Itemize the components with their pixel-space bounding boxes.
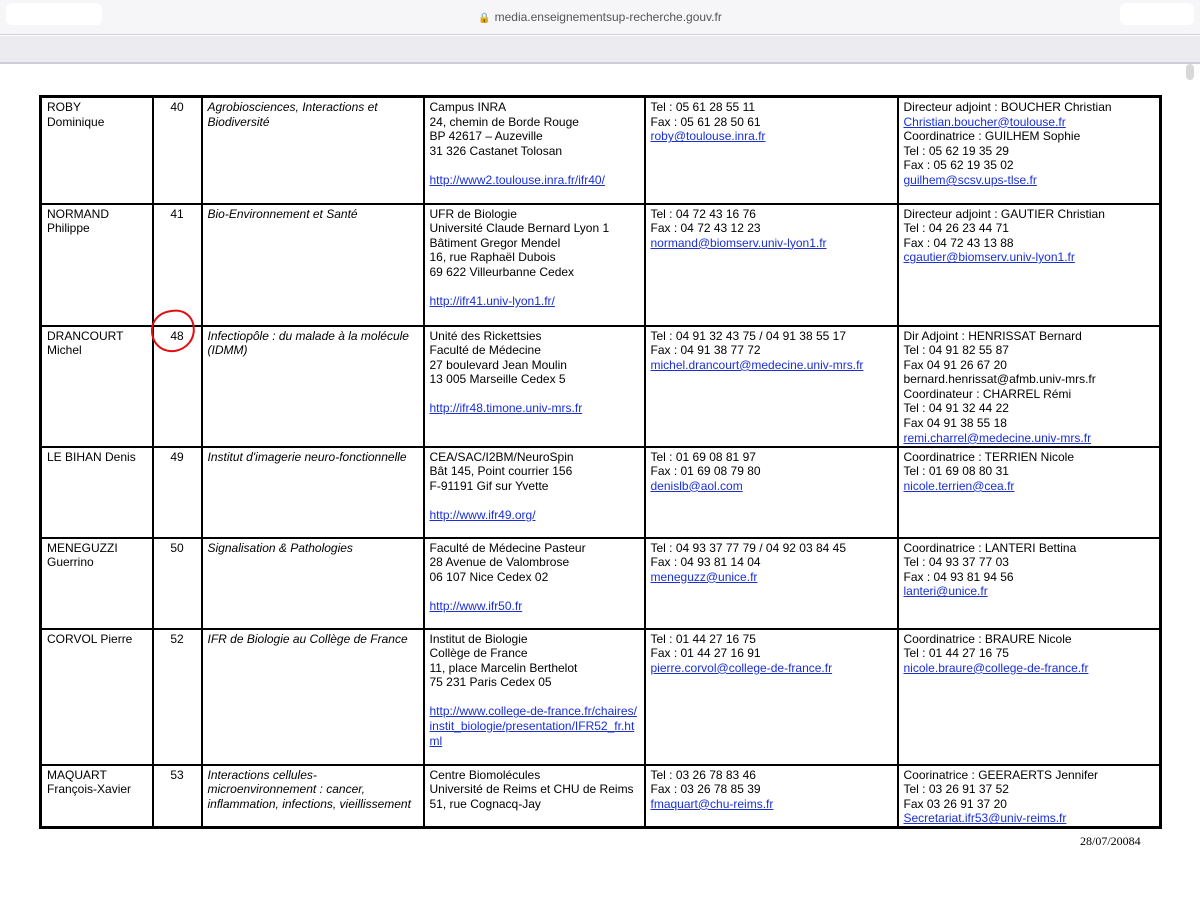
ifr-number: 49 (170, 449, 184, 464)
coordinator-line: Fax : 04 93 81 94 56 (903, 569, 1014, 584)
director-name-cell (41, 326, 153, 447)
email-link[interactable]: pierre.corvol@college-de-france.fr (650, 660, 833, 675)
deputy-line: Fax : 04 72 43 13 88 (903, 235, 1014, 250)
address-line: Faculté de Médecine Pasteur (429, 540, 586, 555)
ifr-number-cell (153, 629, 202, 765)
table-row (41, 538, 1161, 629)
contact-line: Fax : 04 93 81 14 04 (650, 555, 761, 570)
ifr-number: 48 (170, 328, 184, 343)
table-row (41, 326, 1161, 447)
email-link[interactable]: meneguzz@unice.fr (650, 569, 758, 584)
email-link[interactable]: fmaquart@chu-reims.fr (650, 796, 774, 811)
address-line: 13 005 Marseille Cedex 5 (429, 372, 566, 387)
table-row (41, 204, 1161, 326)
contact-cell (645, 326, 898, 447)
address-line: 28 Avenue de Valombrose (429, 555, 570, 570)
website-link[interactable]: http://ifr41.univ-lyon1.fr/ (429, 294, 555, 309)
deputy-coordinator-cell (898, 97, 1161, 204)
address-line: UFR de Biologie (429, 206, 517, 221)
email-link[interactable]: normand@biomserv.univ-lyon1.fr (650, 235, 827, 250)
coordinator-line: Coordinatrice : LANTERI Bettina (903, 540, 1077, 555)
ifr-number-cell (153, 447, 202, 538)
contact-line: Fax : 04 91 38 77 72 (650, 343, 761, 358)
coordinator-email-link[interactable]: remi.charrel@medecine.univ-mrs.fr (903, 430, 1092, 445)
address-line: CEA/SAC/I2BM/NeuroSpin (429, 449, 574, 464)
coordinator-email-link[interactable]: nicole.braure@college-de-france.fr (903, 660, 1089, 675)
spacer (430, 158, 639, 173)
spacer (430, 584, 639, 599)
ifr-title-cell (202, 326, 424, 447)
deputy-line: Directeur adjoint : BOUCHER Christian (903, 100, 1112, 114)
director-name: ROBY (47, 100, 82, 114)
coordinator-line: Coordinatrice : BRAURE Nicole (903, 631, 1072, 646)
contact-cell (645, 538, 898, 629)
contact-cell (645, 447, 898, 538)
contact-line: Fax : 01 69 08 79 80 (650, 464, 761, 479)
table-row (41, 97, 1161, 204)
ifr-title: Institut d'imagerie neuro-fonctionnelle (207, 449, 407, 464)
deputy-line: Fax 04 91 26 67 20 (903, 357, 1007, 372)
document-viewer-header (0, 36, 1200, 64)
ifr-number: 53 (170, 767, 184, 782)
director-name-cell (41, 447, 153, 538)
address-line: 24, chemin de Borde Rouge (429, 114, 579, 129)
ifr-title: Signalisation & Pathologies (207, 540, 353, 555)
scrollbar-thumb[interactable] (1186, 64, 1194, 80)
ifr-number-cell (153, 204, 202, 326)
contact-cell (645, 629, 898, 765)
address-line: 06 107 Nice Cedex 02 (429, 569, 549, 584)
deputy-line: Tel : 04 26 23 44 71 (903, 221, 1009, 236)
address-line: Collège de France (429, 646, 528, 661)
spacer (430, 279, 639, 294)
ifr-number: 50 (170, 540, 184, 555)
lock-icon: 🔒 (478, 13, 491, 24)
director-name: DRANCOURT (47, 328, 124, 343)
coordinator-line: Fax 03 26 91 37 20 (903, 796, 1007, 811)
contact-line: Fax : 05 61 28 50 61 (650, 114, 761, 129)
ifr-number: 40 (170, 100, 184, 114)
address-cell (424, 204, 645, 326)
coordinator-line: Coordinateur : CHARREL Rémi (903, 386, 1072, 401)
deputy-email-link[interactable]: cgautier@biomserv.univ-lyon1.fr (903, 250, 1075, 265)
email-link[interactable]: denislb@aol.com (650, 478, 743, 493)
director-name: Dominique (47, 114, 105, 129)
contact-line: Tel : 01 44 27 16 75 (650, 631, 756, 646)
deputy-coordinator-cell (898, 204, 1161, 326)
website-link[interactable]: http://www2.toulouse.inra.fr/ifr40/ (429, 172, 605, 187)
address-line: 16, rue Raphaël Dubois (429, 250, 556, 265)
coordinator-line: Tel : 01 44 27 16 75 (903, 646, 1009, 661)
ifr-title-cell (202, 629, 424, 765)
email-link[interactable]: michel.drancourt@medecine.univ-mrs.fr (650, 357, 864, 372)
address-line: 75 231 Paris Cedex 05 (429, 675, 552, 690)
address-line: F-91191 Gif sur Yvette (429, 478, 549, 493)
director-name-cell (41, 97, 153, 204)
deputy-coordinator-cell (898, 538, 1161, 629)
director-name: François-Xavier (47, 782, 132, 797)
contact-line: Tel : 03 26 78 83 46 (650, 767, 756, 782)
website-link[interactable]: http://www.college-de-france.fr/chaires/instit_biologie/presentation/IFR52_fr.html (429, 704, 637, 748)
contact-line: Tel : 04 91 32 43 75 / 04 91 38 55 17 (650, 328, 846, 343)
address-cell (424, 97, 645, 204)
ifr-title-cell (202, 204, 424, 326)
address-line: 51, rue Cognacq-Jay (429, 796, 541, 811)
browser-toolbar (0, 0, 1200, 35)
coordinator-line: Tel : 04 93 37 77 03 (903, 555, 1009, 570)
website-link[interactable]: http://ifr48.timone.univ-mrs.fr (429, 401, 583, 416)
ifr-title: IFR de Biologie au Collège de France (207, 631, 408, 646)
director-name: LE BIHAN Denis (47, 449, 136, 464)
address-line: Institut de Biologie (429, 631, 528, 646)
table-row (41, 629, 1161, 765)
spacer (430, 690, 639, 705)
coordinator-line: Coordinatrice : TERRIEN Nicole (903, 449, 1075, 464)
coordinator-line: Fax 04 91 38 55 18 (903, 416, 1007, 431)
deputy-coordinator-cell (898, 326, 1161, 447)
coordinator-line: Fax : 05 62 19 35 02 (903, 158, 1014, 173)
director-name-cell (41, 538, 153, 629)
ifr-title-cell (202, 538, 424, 629)
ifr-number-cell (153, 97, 202, 204)
director-name-cell (41, 765, 153, 828)
coordinator-email-link[interactable]: guilhem@scsv.ups-tlse.fr (903, 172, 1037, 187)
deputy-email-link[interactable]: Christian.boucher@toulouse.fr (903, 114, 1066, 129)
address-line: Bâtiment Gregor Mendel (429, 235, 561, 250)
contact-cell (645, 204, 898, 326)
ifr-title-cell (202, 765, 424, 828)
director-name: MENEGUZZI (47, 540, 118, 555)
address-line: Université Claude Bernard Lyon 1 (429, 221, 610, 236)
ifr-number: 52 (170, 631, 184, 646)
address-line: 69 622 Villeurbanne Cedex (429, 264, 575, 279)
contact-line: Fax : 04 72 43 12 23 (650, 221, 761, 236)
coordinator-email-link[interactable]: lanteri@unice.fr (903, 584, 988, 599)
address-cell (424, 447, 645, 538)
director-name: Guerrino (47, 555, 94, 570)
contact-cell (645, 97, 898, 204)
deputy-line: bernard.henrissat@afmb.univ-mrs.fr (903, 372, 1096, 387)
address-line: 11, place Marcelin Berthelot (429, 660, 578, 675)
spacer (430, 493, 639, 508)
address-line: BP 42617 – Auzeville (429, 129, 543, 144)
coordinator-line: Tel : 03 26 91 37 52 (903, 782, 1009, 797)
ifr-directory-table (39, 95, 1162, 829)
director-name-cell (41, 204, 153, 326)
address-line: Faculté de Médecine (429, 343, 541, 358)
spacer (430, 387, 639, 402)
coordinator-line: Coorinatrice : GEERAERTS Jennifer (903, 767, 1099, 782)
deputy-coordinator-cell (898, 765, 1161, 828)
director-name-cell (41, 629, 153, 765)
director-name: NORMAND (47, 206, 109, 221)
coordinator-line: Tel : 01 69 08 80 31 (903, 464, 1009, 479)
director-name: Philippe (47, 221, 90, 236)
ifr-title: Infectiopôle : du malade à la molécule (IDMM) (207, 328, 409, 358)
director-name: Michel (47, 343, 82, 358)
director-name: CORVOL Pierre (47, 631, 133, 646)
coordinator-email-link[interactable]: Secretariat.ifr53@univ-reims.fr (903, 811, 1067, 826)
contact-line: Fax : 01 44 27 16 91 (650, 646, 761, 661)
ifr-number: 41 (170, 206, 184, 221)
coordinator-line: Tel : 05 62 19 35 29 (903, 143, 1009, 158)
contact-line: Fax : 03 26 78 85 39 (650, 782, 761, 797)
coordinator-line: Tel : 04 91 32 44 22 (903, 401, 1009, 416)
ifr-number-cell (153, 538, 202, 629)
ifr-title: Agrobiosciences, Interactions et Biodiversité (207, 100, 378, 129)
address-line: Campus INRA (429, 100, 507, 114)
table-row (41, 765, 1161, 828)
email-link[interactable]: roby@toulouse.inra.fr (650, 129, 766, 144)
deputy-line: Directeur adjoint : GAUTIER Christian (903, 206, 1105, 221)
contact-line: Tel : 04 72 43 16 76 (650, 206, 756, 221)
director-name: MAQUART (47, 767, 107, 782)
deputy-line: Dir Adjoint : HENRISSAT Bernard (903, 328, 1082, 343)
address-line: Bât 145, Point courrier 156 (429, 464, 573, 479)
address-line: 27 boulevard Jean Moulin (429, 357, 567, 372)
address-cell (424, 629, 645, 765)
ifr-title: Interactions cellules-microenvironnement : cancer, inflammation, infections, vieillissement (207, 767, 411, 811)
address-line: Centre Biomolécules (429, 767, 541, 782)
address-cell (424, 326, 645, 447)
coordinator-line: Coordinatrice : GUILHEM Sophie (903, 129, 1081, 144)
coordinator-email-link[interactable]: nicole.terrien@cea.fr (903, 478, 1015, 493)
contact-line: Tel : 05 61 28 55 11 (650, 100, 756, 114)
contact-line: Tel : 01 69 08 81 97 (650, 449, 756, 464)
table-row (41, 447, 1161, 538)
ifr-number-cell (153, 765, 202, 828)
address-cell (424, 765, 645, 828)
website-link[interactable]: http://www.ifr50.fr (429, 598, 523, 613)
ifr-title-cell (202, 97, 424, 204)
deputy-coordinator-cell (898, 629, 1161, 765)
contact-line: Tel : 04 93 37 77 79 / 04 92 03 84 45 (650, 540, 846, 555)
address-line: Université de Reims et CHU de Reims (429, 782, 634, 797)
address-line: Unité des Rickettsies (429, 328, 542, 343)
url-text: media.enseignementsup-recherche.gouv.fr (494, 10, 722, 24)
address-bar[interactable] (0, 10, 1200, 24)
deputy-line: Tel : 04 91 82 55 87 (903, 343, 1009, 358)
contact-cell (645, 765, 898, 828)
ifr-title-cell (202, 447, 424, 538)
website-link[interactable]: http://www.ifr49.org/ (429, 507, 536, 522)
address-cell (424, 538, 645, 629)
address-line: 31 326 Castanet Tolosan (429, 143, 563, 158)
document-date: 28/07/20084 (1080, 834, 1141, 848)
deputy-coordinator-cell (898, 447, 1161, 538)
ifr-title: Bio-Environnement et Santé (207, 206, 358, 221)
